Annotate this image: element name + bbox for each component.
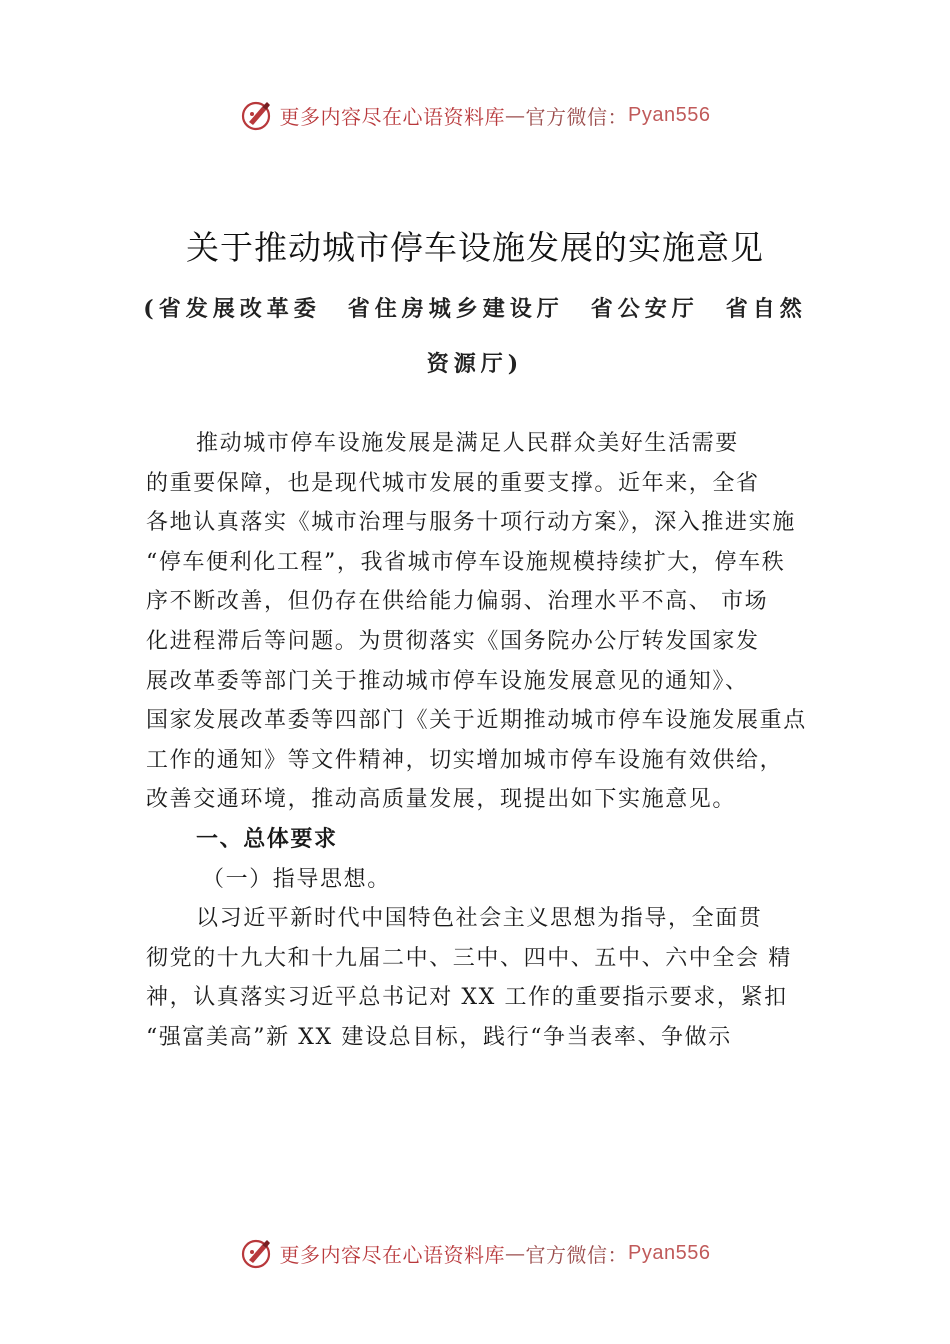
separator: — xyxy=(505,1241,526,1265)
brand-text: 更多内容尽在心语资料库 xyxy=(279,1242,506,1267)
body-line: 序不断改善，但仍存在供给能力偏弱、治理水平不高、 市场 xyxy=(146,589,769,615)
wechat-label: 官方微信： xyxy=(525,1242,629,1267)
body-line: 以习近平新时代中国特色社会主义思想为指导，全面贯 xyxy=(196,906,763,932)
body-line: 展改革委等部门关于推动城市停车设施发展意见的通知》、 xyxy=(146,668,749,694)
body-line: “停车便利化工程”，我省城市停车设施规模持续扩大，停车秩 xyxy=(146,549,786,575)
brand-text: 更多内容尽在心语资料库 xyxy=(279,104,506,129)
document-subtitle-line1: (省发展改革委 省住房城乡建设厅 省公安厅 省自然 xyxy=(143,296,807,322)
body-line: “强富美高”新 XX 建设总目标，践行“争当表率、争做示 xyxy=(146,1024,732,1050)
body-line: 改善交通环境，推动高质量发展，现提出如下实施意见。 xyxy=(146,787,737,813)
pen-seal-icon xyxy=(240,1236,274,1270)
body-line: 的重要保障，也是现代城市发展的重要支撑。近年来，全省 xyxy=(146,470,760,496)
wechat-id: Pyan556 xyxy=(628,1241,711,1264)
body-line: 各地认真落实《城市治理与服务十项行动方案》，深入推进实施 xyxy=(146,510,796,536)
body-line: 工作的通知》等文件精神，切实增加城市停车设施有效供给， xyxy=(146,747,784,773)
subsection-heading: （一）指导思想。 xyxy=(202,866,391,892)
header-banner xyxy=(0,95,950,135)
document-subtitle-line2: 资源厅) xyxy=(426,351,524,377)
body-line: 神，认真落实习近平总书记对 XX 工作的重要指示要求，紧扣 xyxy=(146,985,788,1011)
footer-banner xyxy=(0,1233,950,1273)
section-heading: 一、总体要求 xyxy=(196,826,338,852)
body-line: 国家发展改革委等四部门《关于近期推动城市停车设施发展重点 xyxy=(146,708,807,734)
body-line: 彻党的十九大和十九届二中、三中、四中、五中、六中全会 精 xyxy=(146,945,792,971)
document-title: 关于推动城市停车设施发展的实施意见 xyxy=(186,228,764,267)
body-line: 化进程滞后等问题。为贯彻落实《国务院办公厅转发国家发 xyxy=(146,628,760,654)
pen-seal-icon xyxy=(240,98,274,132)
wechat-label: 官方微信： xyxy=(525,104,629,129)
separator: — xyxy=(505,103,526,127)
body-line: 推动城市停车设施发展是满足人民群众美好生活需要 xyxy=(196,431,739,456)
wechat-id: Pyan556 xyxy=(628,103,711,126)
document-body xyxy=(146,424,818,1058)
